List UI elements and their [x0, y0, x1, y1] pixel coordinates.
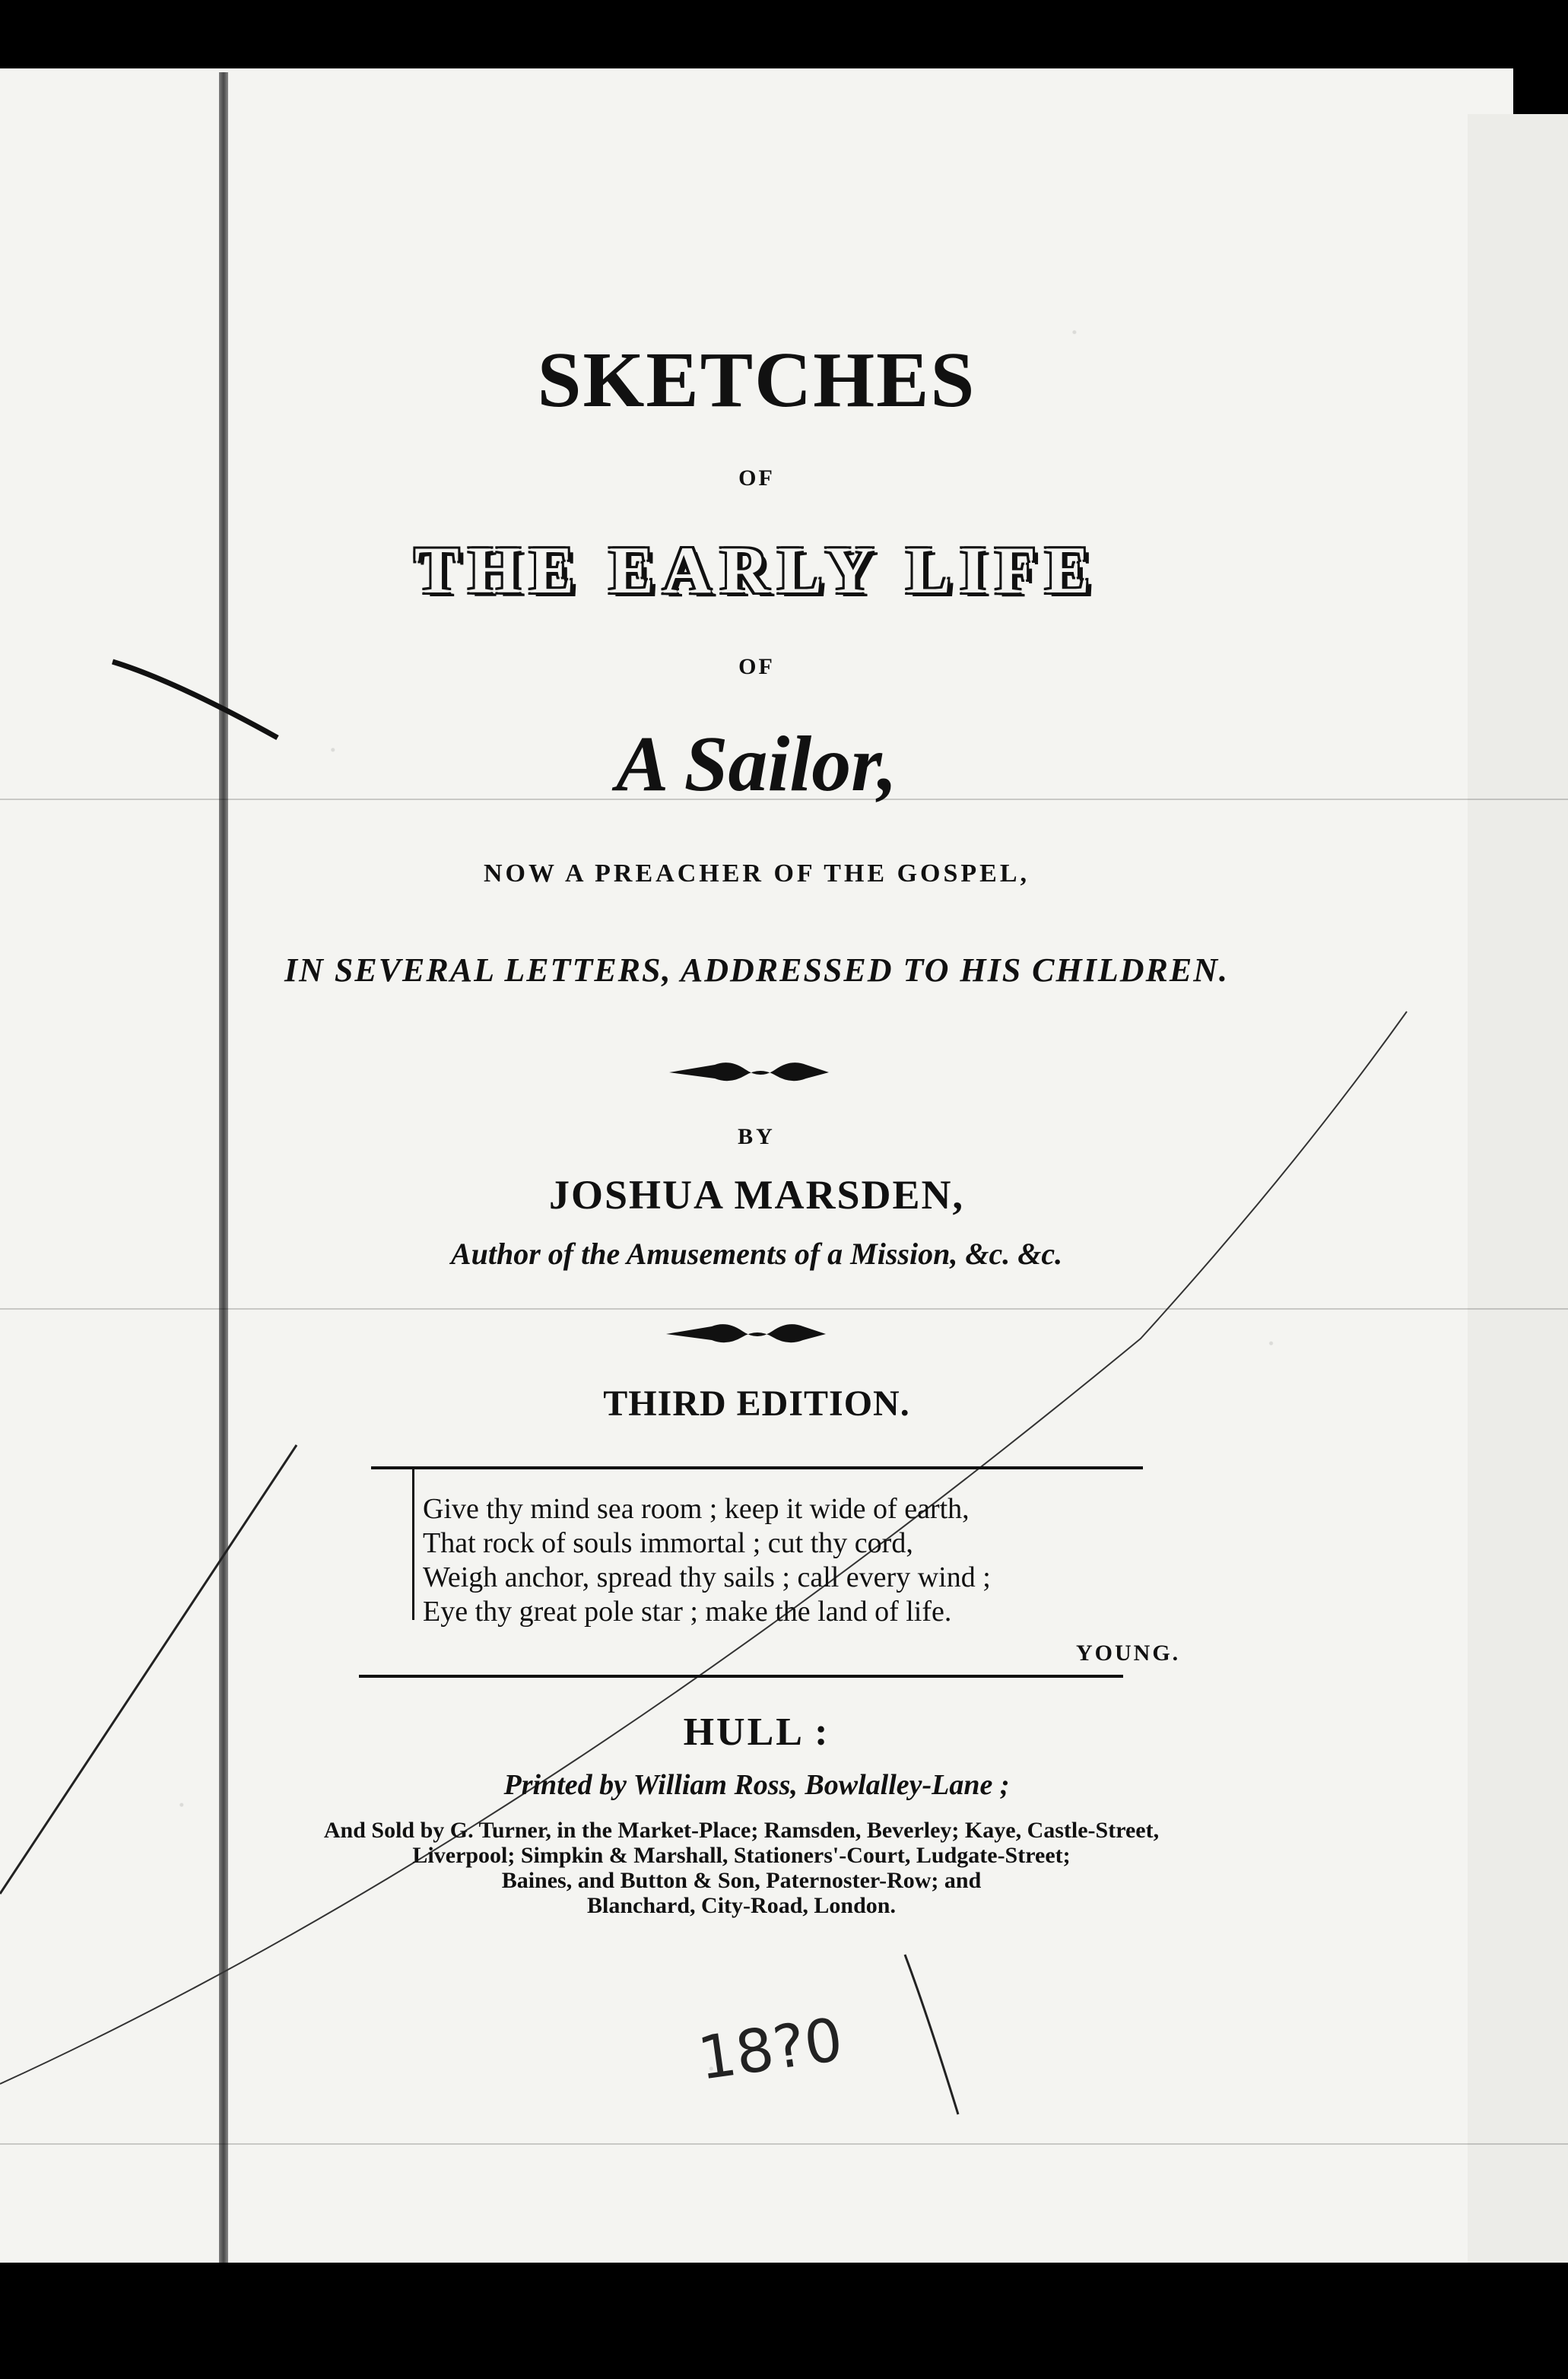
- epigraph: [423, 1492, 1107, 1629]
- connector-of: OF: [738, 465, 775, 491]
- epigraph-attribution: YOUNG.: [1076, 1641, 1181, 1666]
- epigraph-bottom-rule: [359, 1675, 1123, 1678]
- book-title: SKETCHES: [537, 336, 976, 424]
- imprint-sellers-line: Blanchard, City-Road, London.: [587, 1893, 896, 1918]
- epigraph-top-rule: [371, 1466, 1143, 1469]
- subtitle-sailor: A Sailor,: [616, 720, 897, 808]
- epigraph-line: Weigh anchor, spread thy sails ; call every wind ;: [423, 1561, 991, 1593]
- flourish-ornament: [666, 1317, 826, 1351]
- epigraph-line: Eye thy great pole star ; make the land of life.: [423, 1596, 952, 1628]
- imprint-sellers-line: And Sold by G. Turner, in the Market-Place; Ramsden, Beverley; Kaye, Castle-Street,: [323, 1818, 1160, 1843]
- connector-of: OF: [738, 654, 775, 679]
- edition-label: THIRD EDITION.: [603, 1383, 910, 1424]
- subtitle-early-life: THE EARLY LIFE: [414, 534, 1099, 608]
- epigraph-bracket: [412, 1468, 414, 1620]
- imprint-place: HULL :: [683, 1710, 830, 1754]
- imprint-sellers-line: Baines, and Button & Son, Paternoster-Row; and: [501, 1868, 982, 1893]
- imprint-printer: Printed by William Ross, Bowlalley-Lane ;: [503, 1769, 1010, 1801]
- by-label: BY: [738, 1124, 776, 1149]
- author-credentials: Author of the Amusements of a Mission, &c. &c.: [450, 1237, 1063, 1271]
- scan-border: [0, 2263, 1568, 2379]
- epigraph-line: That rock of souls immortal ; cut thy cord,: [423, 1527, 913, 1559]
- preacher-line: NOW A PREACHER OF THE GOSPEL,: [483, 859, 1030, 888]
- author-name: JOSHUA MARSDEN,: [548, 1172, 965, 1218]
- epigraph-line: Give thy mind sea room ; keep it wide of earth,: [423, 1493, 970, 1525]
- imprint-sellers: [243, 1818, 1239, 1918]
- letters-line: IN SEVERAL LETTERS, ADDRESSED TO HIS CHILDREN.: [284, 951, 1229, 989]
- handwritten-date-annotation: 18?0: [694, 2006, 847, 2094]
- flourish-ornament: [669, 1056, 829, 1089]
- imprint-sellers-line: Liverpool; Simpkin & Marshall, Stationers'-Court, Ludgate-Street;: [412, 1843, 1071, 1868]
